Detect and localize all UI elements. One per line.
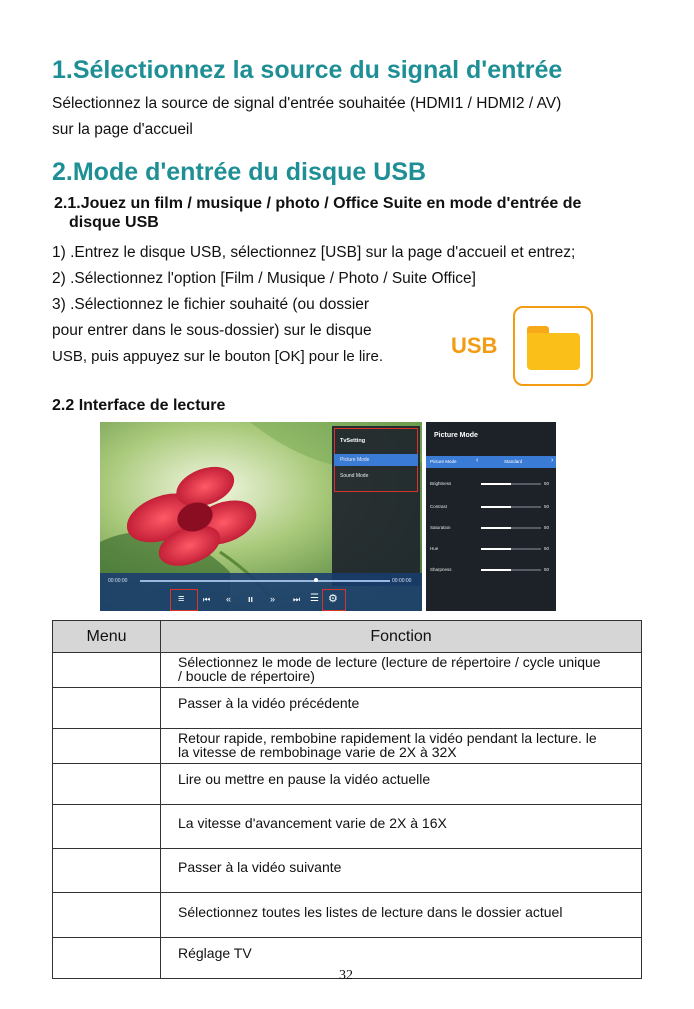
step-3-line1: 3) .Sélectionnez le fichier souhaité (ou dossier	[52, 296, 370, 313]
row-text: Passer à la vidéo suivante	[178, 859, 342, 875]
setting-value: 50	[544, 481, 550, 486]
setting-slider[interactable]	[481, 569, 541, 571]
playback-control-bar	[100, 573, 422, 611]
row-text-2: la vitesse de rembobinage varie de 2X à 32X	[178, 744, 457, 760]
picture-mode-title: Picture Mode	[434, 432, 478, 439]
folder-icon	[527, 326, 580, 370]
setting-value: 50	[544, 525, 550, 530]
section1-line1: Sélectionnez la source de signal d'entrée souhaitée (HDMI1 / HDMI2 / AV)	[52, 95, 562, 112]
chevron-left-icon[interactable]: ‹	[476, 457, 479, 464]
setting-value: 50	[544, 504, 550, 509]
playback-screenshot	[100, 422, 422, 611]
setting-row-hue[interactable]	[426, 543, 556, 555]
row-text: Retour rapide, rembobine rapidement la vidéo pendant la lecture. le	[178, 730, 597, 746]
picture-mode-label: Picture Mode	[430, 459, 457, 464]
setting-label: Brightness	[430, 481, 452, 486]
setting-row-contrast[interactable]	[426, 501, 556, 513]
gear-icon[interactable]: ⚙	[328, 593, 338, 605]
table-row	[53, 893, 642, 938]
subsection-2-1-line2: disque USB	[69, 214, 159, 231]
step-2: 2) .Sélectionnez l'option [Film / Musique / Photo / Suite Office]	[52, 270, 476, 287]
section2-title: 2.Mode d'entrée du disque USB	[52, 158, 427, 186]
row-text: Passer à la vidéo précédente	[178, 695, 360, 711]
setting-value: 50	[544, 546, 550, 551]
previous-icon[interactable]: ⏮	[203, 595, 211, 604]
setting-label: Saturation	[430, 525, 451, 530]
row-text: Réglage TV	[178, 945, 252, 961]
table-row	[53, 849, 642, 893]
table-row	[53, 688, 642, 729]
time-total: 00:00:00	[392, 578, 412, 584]
setting-slider[interactable]	[481, 506, 541, 508]
menu-item-picture-mode[interactable]: Picture Mode	[334, 454, 418, 466]
step-3-line3: USB, puis appuyez sur le bouton [OK] pour le lire.	[52, 348, 384, 365]
progress-track[interactable]	[140, 580, 390, 582]
setting-row-sharpness[interactable]	[426, 564, 556, 576]
subsection-2-2-title: 2.2 Interface de lecture	[52, 397, 226, 414]
play-mode-icon[interactable]: ≡	[178, 593, 185, 605]
tv-setting-title: TvSetting	[340, 438, 366, 444]
setting-label: Contrast	[430, 504, 448, 509]
table-header-menu: Menu	[53, 621, 161, 653]
setting-slider[interactable]	[481, 548, 541, 550]
row-text-2: / boucle de répertoire)	[178, 668, 315, 684]
next-icon[interactable]: ⏭	[293, 595, 301, 604]
section1-title: 1.Sélectionnez la source du signal d'entrée	[52, 56, 563, 84]
menu-item-sound-mode[interactable]: Sound Mode	[340, 473, 369, 479]
setting-slider[interactable]	[481, 527, 541, 529]
picture-mode-row[interactable]	[426, 456, 556, 468]
pause-icon[interactable]: ıı	[248, 594, 254, 604]
setting-value: 50	[544, 567, 550, 572]
progress-handle[interactable]	[314, 578, 318, 582]
step-1: 1) .Entrez le disque USB, sélectionnez [USB] sur la page d'accueil et entrez;	[52, 244, 576, 261]
setting-label: Sharpness	[430, 567, 452, 572]
table-row	[53, 653, 642, 688]
setting-slider[interactable]	[481, 483, 541, 485]
table-row	[53, 805, 642, 849]
row-text: Lire ou mettre en pause la vidéo actuelle	[178, 771, 431, 787]
table-header-function: Fonction	[161, 621, 642, 653]
tv-setting-panel	[332, 426, 420, 586]
table-row	[53, 764, 642, 805]
setting-row-brightness[interactable]	[426, 478, 556, 490]
chevron-right-icon[interactable]: ›	[551, 457, 554, 464]
setting-row-saturation[interactable]	[426, 522, 556, 534]
row-text: La vitesse d'avancement varie de 2X à 16X	[178, 815, 447, 831]
function-table	[52, 620, 642, 979]
step-3-line2: pour entrer dans le sous-dossier) sur le disque	[52, 322, 372, 339]
row-text: Sélectionnez toutes les listes de lecture dans le dossier actuel	[178, 904, 563, 920]
page-number: 32	[339, 968, 353, 983]
playlist-icon[interactable]: ☰	[310, 593, 319, 604]
section1-line2: sur la page d'accueil	[52, 121, 193, 138]
row-text: Sélectionnez le mode de lecture (lecture de répertoire / cycle unique	[178, 654, 601, 670]
table-row	[53, 729, 642, 764]
usb-folder-icon-box	[513, 306, 593, 386]
subsection-2-1-line1: 2.1.Jouez un film / musique / photo / Office Suite en mode d'entrée de	[54, 195, 582, 212]
time-elapsed: 00:00:00	[108, 578, 128, 584]
setting-label: Hue	[430, 546, 439, 551]
picture-mode-value: Standard	[504, 459, 523, 464]
rewind-icon[interactable]: «	[226, 594, 232, 604]
usb-label: USB	[451, 333, 498, 358]
fast-forward-icon[interactable]: »	[270, 594, 276, 604]
picture-mode-screenshot	[426, 422, 556, 611]
